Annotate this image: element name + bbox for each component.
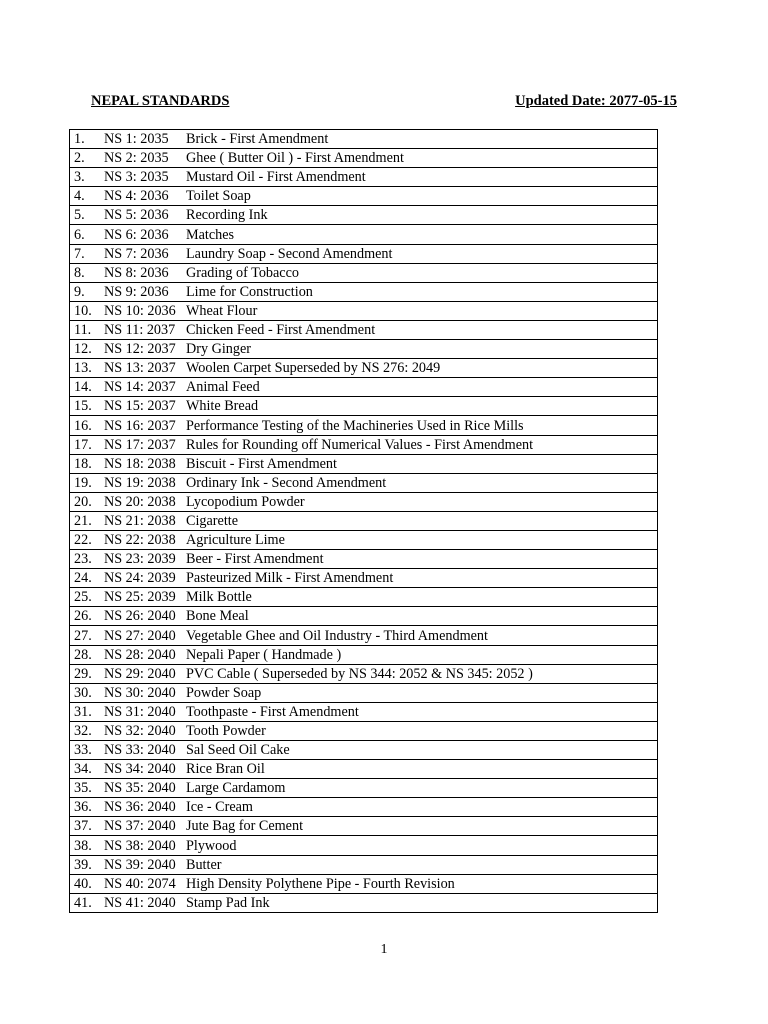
standard-code: NS 32: 2040 [104,723,176,739]
row-number: 23. [74,551,92,568]
row-number: 3. [74,169,85,186]
row-number: 33. [74,742,92,759]
standard-cell [70,511,658,530]
standard-title: Dry Ginger [186,341,252,358]
standard-title: Chicken Feed - First Amendment [186,322,376,339]
standard-title: Rice Bran Oil [186,761,265,778]
standard-cell [70,454,658,473]
row-number: 22. [74,532,92,549]
row-number: 7. [74,245,85,262]
standard-code: NS 34: 2040 [104,761,176,778]
standard-title: High Density Polythene Pipe - Fourth Revision [186,875,455,892]
standard-cell [70,855,658,874]
standards-table [69,129,658,913]
page-number: 1 [380,942,388,957]
table-row [70,530,658,549]
standard-code: NS 37: 2040 [104,818,176,835]
table-row [70,683,658,702]
table-row [70,817,658,836]
row-number: 40. [74,875,92,892]
row-number: 10. [74,302,92,319]
standard-cell [70,168,658,187]
standard-cell [70,244,658,263]
standard-code: NS 20: 2038 [104,493,176,510]
row-number: 6. [74,226,85,243]
standard-title: Matches [186,226,235,243]
standard-cell [70,798,658,817]
standard-cell [70,206,658,225]
row-number: 13. [74,360,92,377]
standard-title: Butter [186,856,222,873]
row-number: 8. [74,264,85,281]
table-row [70,626,658,645]
standard-code: NS 14: 2037 [104,379,176,396]
table-row [70,645,658,664]
standard-code: NS 6: 2036 [104,226,169,243]
standard-title: Rules for Rounding off Numerical Values - First Amendment [186,436,534,453]
row-number: 28. [74,646,92,663]
row-number: 27. [74,627,92,644]
standard-cell [70,359,658,378]
standard-code: NS 11: 2037 [104,322,176,339]
row-number: 34. [74,761,92,778]
standard-title: Plywood [186,837,237,854]
standard-code: NS 41: 2040 [104,894,176,911]
standard-cell [70,435,658,454]
standard-title: Laundry Soap - Second Amendment [186,245,393,262]
row-number: 26. [74,608,92,625]
standard-title: Toothpaste - First Amendment [186,703,359,720]
table-row [70,588,658,607]
standard-title: Powder Soap [186,684,262,701]
standard-code: NS 28: 2040 [104,646,176,663]
standard-cell [70,893,658,912]
standard-code: NS 1: 2035 [104,131,169,148]
standard-code: NS 29: 2040 [104,665,176,682]
table-row [70,721,658,740]
standard-code: NS 38: 2040 [104,837,176,854]
table-row [70,206,658,225]
table-row [70,779,658,798]
updated-date: Updated Date: 2077-05-15 [515,93,677,109]
row-number: 2. [74,150,85,167]
standard-code: NS 25: 2039 [104,589,176,606]
row-number: 32. [74,723,92,739]
standard-code: NS 40: 2074 [104,875,176,892]
row-number: 15. [74,398,92,415]
standard-cell [70,263,658,282]
row-number: 4. [74,188,85,205]
standard-code: NS 3: 2035 [104,169,169,186]
standard-title: Lime for Construction [186,283,313,300]
standard-code: NS 22: 2038 [104,532,176,549]
table-row [70,874,658,893]
table-row [70,607,658,626]
table-row [70,397,658,416]
row-number: 9. [74,283,85,300]
table-row [70,225,658,244]
standard-title: Milk Bottle [186,589,252,606]
standard-cell [70,130,658,149]
standard-title: Ice - Cream [186,799,253,816]
standard-title: Agriculture Lime [186,532,285,549]
standard-title: Performance Testing of the Machineries Used in Rice Mills [186,417,524,434]
standard-cell [70,760,658,779]
standard-title: Cigarette [186,512,238,529]
standard-title: Biscuit - First Amendment [186,455,337,472]
table-row [70,511,658,530]
standard-code: NS 31: 2040 [104,703,176,720]
standard-cell [70,187,658,206]
standard-cell [70,301,658,320]
standard-cell [70,397,658,416]
standard-code: NS 27: 2040 [104,627,176,644]
standard-code: NS 33: 2040 [104,742,176,759]
standard-code: NS 10: 2036 [104,302,176,319]
row-number: 31. [74,703,92,720]
standard-title: Ghee ( Butter Oil ) - First Amendment [186,150,404,167]
standard-cell [70,741,658,760]
standard-code: NS 21: 2038 [104,512,176,529]
standard-title: Recording Ink [186,207,268,224]
table-row [70,741,658,760]
standard-cell [70,779,658,798]
row-number: 35. [74,780,92,797]
table-row [70,702,658,721]
table-row [70,244,658,263]
standard-cell [70,225,658,244]
standard-title: White Bread [186,398,259,415]
standard-code: NS 35: 2040 [104,780,176,797]
standard-code: NS 19: 2038 [104,474,176,491]
table-row [70,798,658,817]
row-number: 36. [74,799,92,816]
standard-cell [70,664,658,683]
standard-code: NS 23: 2039 [104,551,176,568]
table-row [70,263,658,282]
standard-cell [70,817,658,836]
standard-title: PVC Cable ( Superseded by NS 344: 2052 & NS 345: 2052 ) [186,665,533,682]
standard-code: NS 12: 2037 [104,341,176,358]
standard-code: NS 8: 2036 [104,264,169,281]
row-number: 17. [74,436,92,453]
table-row [70,149,658,168]
row-number: 5. [74,207,85,224]
table-row [70,340,658,359]
row-number: 30. [74,684,92,701]
table-row [70,416,658,435]
standard-title: Jute Bag for Cement [186,818,304,835]
standard-code: NS 4: 2036 [104,188,169,205]
standard-cell [70,874,658,893]
standard-cell [70,550,658,569]
standard-title: Nepali Paper ( Handmade ) [186,646,342,663]
standard-code: NS 17: 2037 [104,436,176,453]
standard-cell [70,492,658,511]
standard-cell [70,607,658,626]
table-row [70,130,658,149]
standard-code: NS 7: 2036 [104,245,169,262]
standard-title: Woolen Carpet Superseded by NS 276: 2049 [186,360,441,377]
standard-code: NS 24: 2039 [104,570,176,587]
standard-title: Tooth Powder [186,723,266,739]
standard-cell [70,569,658,588]
standard-cell [70,149,658,168]
standard-code: NS 30: 2040 [104,684,176,701]
standard-title: Mustard Oil - First Amendment [186,169,366,186]
row-number: 20. [74,493,92,510]
table-row [70,473,658,492]
table-row [70,569,658,588]
document-title: NEPAL STANDARDS [91,93,230,109]
standard-cell [70,588,658,607]
standard-cell [70,721,658,740]
table-row [70,760,658,779]
standard-code: NS 26: 2040 [104,608,176,625]
row-number: 14. [74,379,92,396]
standard-title: Wheat Flour [186,302,258,319]
standard-title: Stamp Pad Ink [186,894,270,911]
standard-title: Beer - First Amendment [186,551,324,568]
table-row [70,454,658,473]
standard-code: NS 9: 2036 [104,283,169,300]
standard-title: Pasteurized Milk - First Amendment [186,570,394,587]
standard-title: Toilet Soap [186,188,251,205]
standard-code: NS 36: 2040 [104,799,176,816]
table-row [70,282,658,301]
standard-title: Lycopodium Powder [186,493,305,510]
table-row [70,168,658,187]
standard-title: Large Cardamom [186,780,286,797]
table-row [70,359,658,378]
table-row [70,378,658,397]
table-row [70,320,658,339]
standard-code: NS 15: 2037 [104,398,176,415]
row-number: 37. [74,818,92,835]
standard-title: Animal Feed [186,379,260,396]
standard-code: NS 39: 2040 [104,856,176,873]
row-number: 39. [74,856,92,873]
row-number: 38. [74,837,92,854]
row-number: 12. [74,341,92,358]
standard-cell [70,416,658,435]
standard-cell [70,320,658,339]
row-number: 19. [74,474,92,491]
standard-code: NS 16: 2037 [104,417,176,434]
table-row [70,550,658,569]
table-row [70,664,658,683]
table-row [70,855,658,874]
row-number: 18. [74,455,92,472]
standard-cell [70,378,658,397]
row-number: 16. [74,417,92,434]
standard-code: NS 18: 2038 [104,455,176,472]
row-number: 41. [74,894,92,911]
standard-title: Brick - First Amendment [186,131,329,148]
standard-code: NS 2: 2035 [104,150,169,167]
row-number: 1. [74,131,85,148]
standard-title: Bone Meal [186,608,249,625]
standard-title: Grading of Tobacco [186,264,299,281]
row-number: 29. [74,665,92,682]
standard-code: NS 13: 2037 [104,360,176,377]
standard-cell [70,626,658,645]
table-row [70,301,658,320]
row-number: 21. [74,512,92,529]
standard-cell [70,683,658,702]
row-number: 24. [74,570,92,587]
standard-cell [70,282,658,301]
standard-code: NS 5: 2036 [104,207,169,224]
standard-title: Sal Seed Oil Cake [186,742,290,759]
row-number: 11. [74,322,92,339]
table-row [70,187,658,206]
standard-cell [70,530,658,549]
standards-list [70,130,658,913]
table-row [70,893,658,912]
standard-cell [70,340,658,359]
standard-title: Ordinary Ink - Second Amendment [186,474,387,491]
row-number: 25. [74,589,92,606]
table-row [70,836,658,855]
table-row [70,492,658,511]
standard-title: Vegetable Ghee and Oil Industry - Third Amendment [186,627,488,644]
standard-cell [70,473,658,492]
standard-cell [70,702,658,721]
page-heading [91,93,677,113]
standard-cell [70,836,658,855]
table-row [70,435,658,454]
standard-cell [70,645,658,664]
